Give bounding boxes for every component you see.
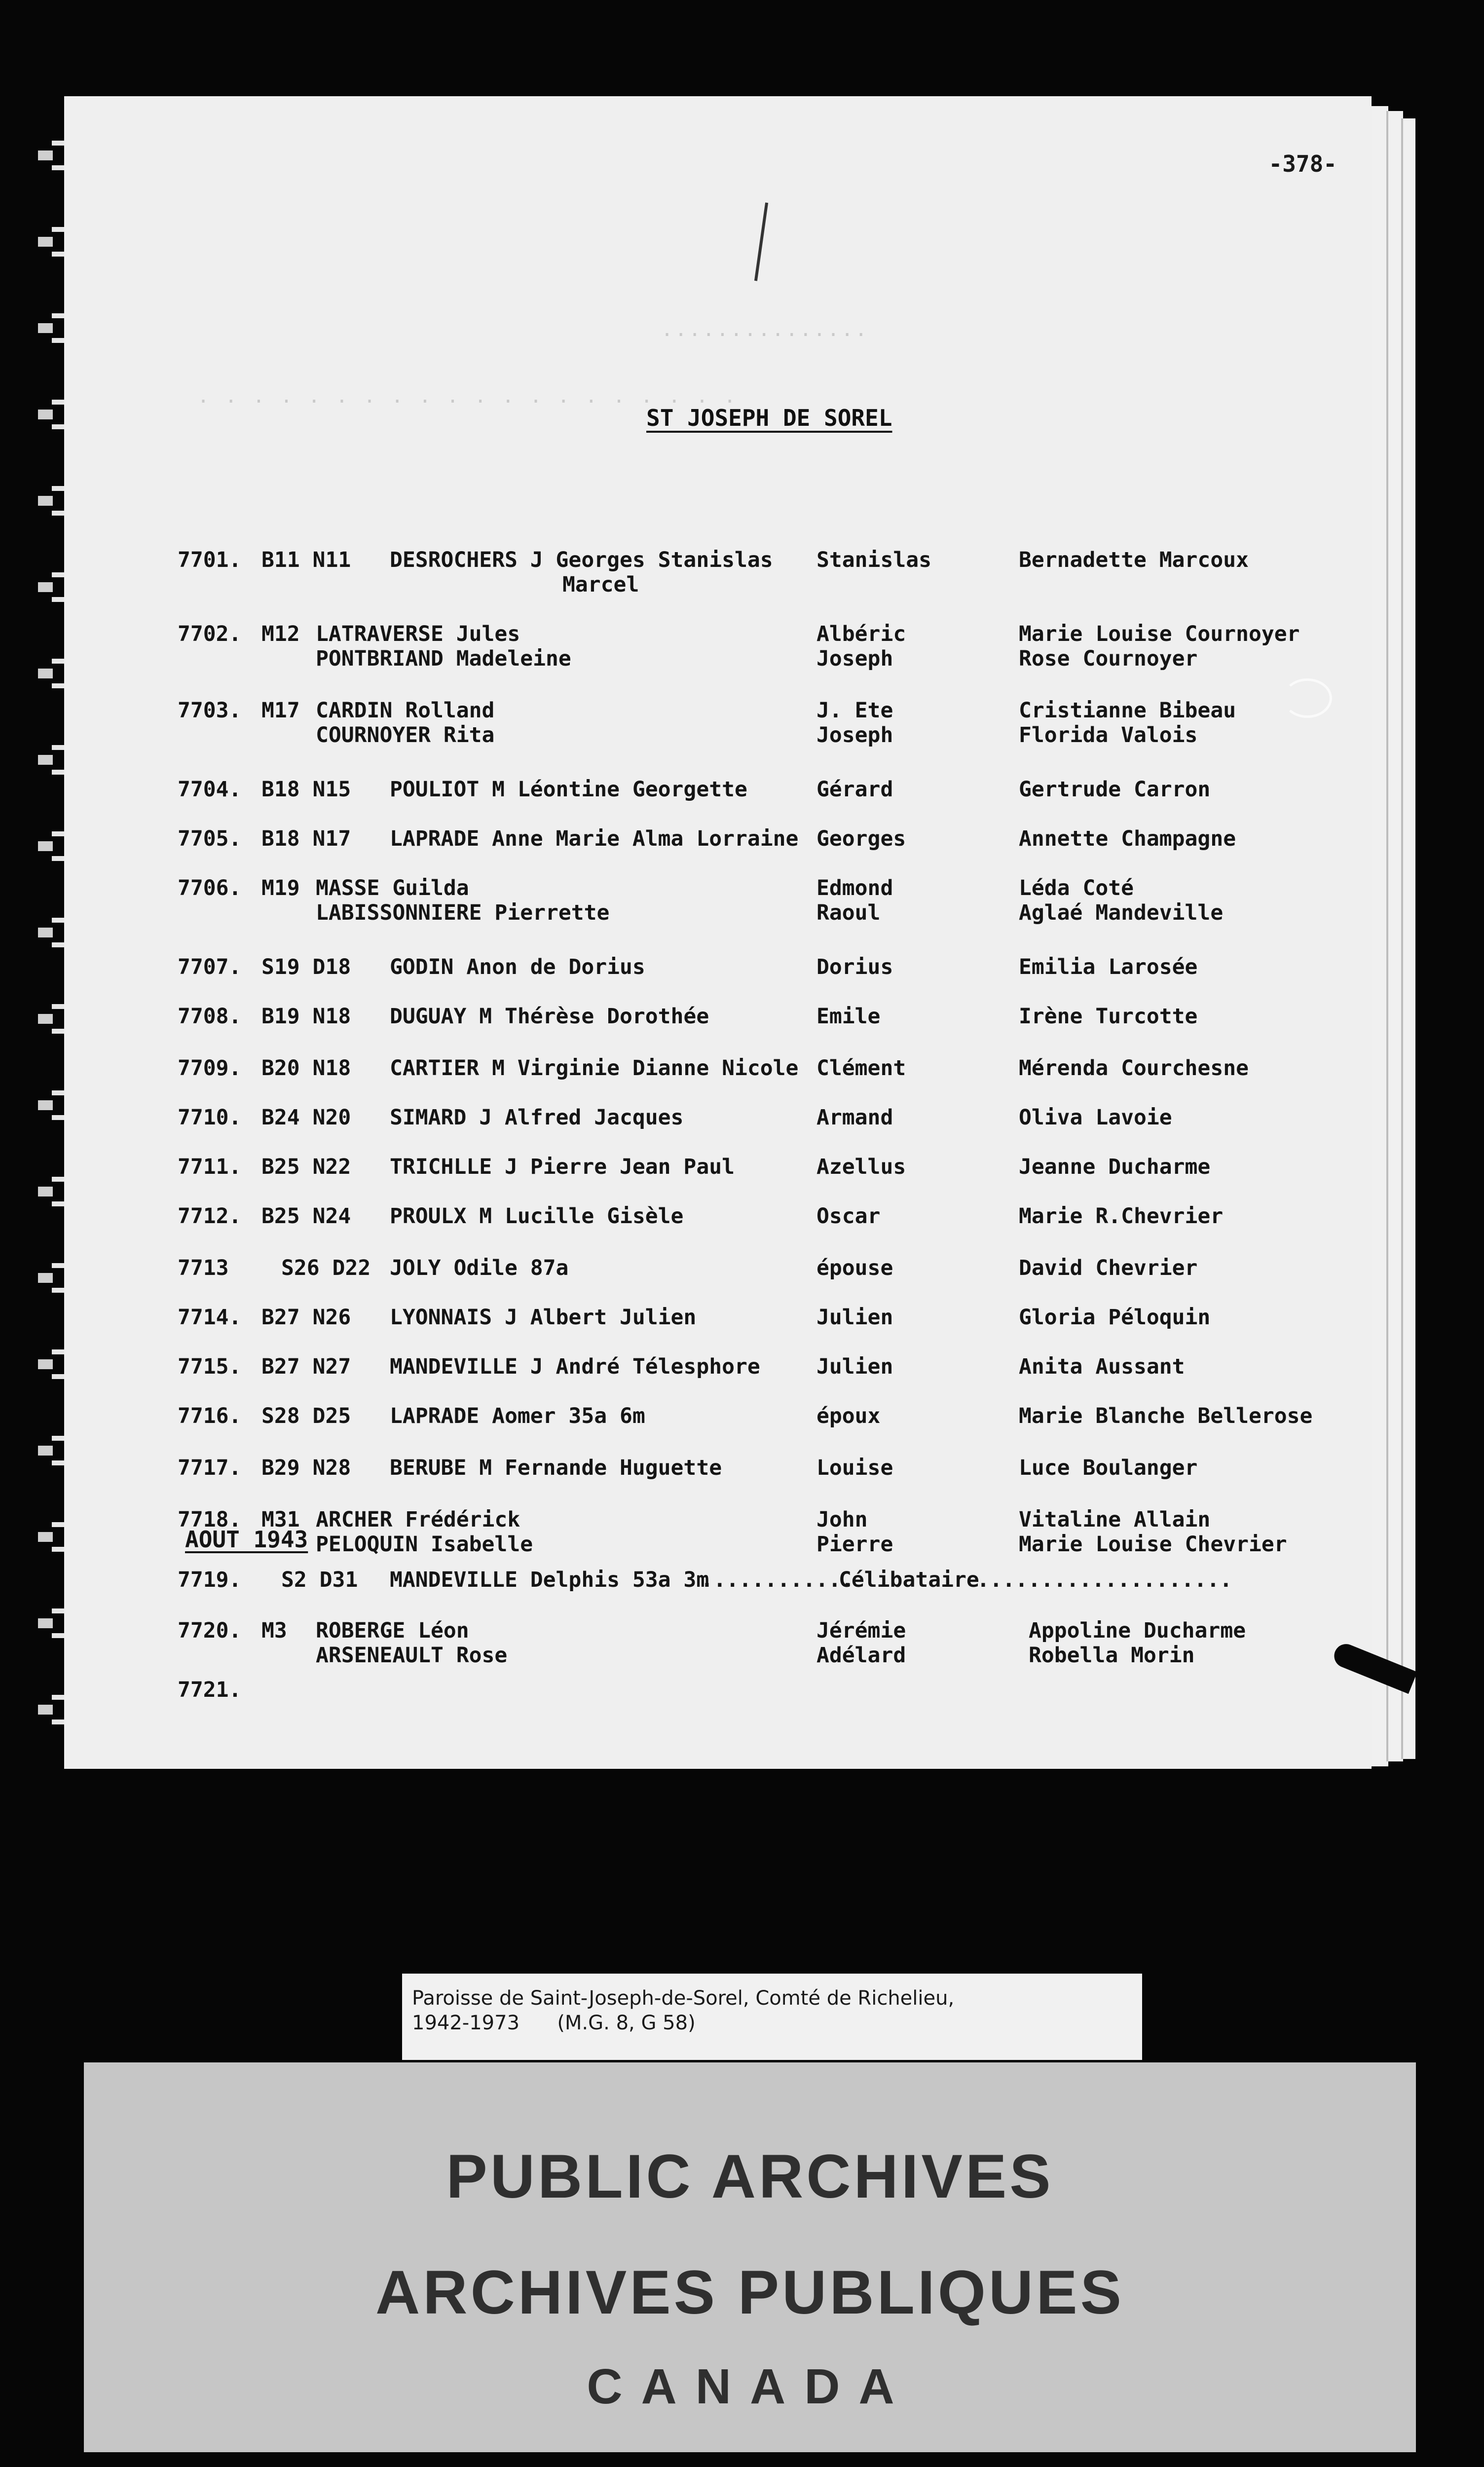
record-number: 7714. bbox=[178, 1305, 242, 1330]
record-number: 7720. bbox=[178, 1618, 242, 1643]
father-name-line2: Raoul bbox=[816, 900, 881, 925]
father-name: Julien bbox=[816, 1354, 893, 1379]
record-number: 7701. bbox=[178, 548, 242, 572]
record-code: B24 N20 bbox=[261, 1105, 351, 1130]
mother-name: Emilia Larosée bbox=[1019, 955, 1198, 979]
bleed-through-text: ............... bbox=[661, 318, 869, 341]
record-number: 7702. bbox=[178, 622, 242, 646]
dot-leader: .................... bbox=[977, 1568, 1232, 1592]
mother-name: Cristianne Bibeau bbox=[1019, 698, 1236, 723]
mother-name: Appoline Ducharme bbox=[1029, 1618, 1246, 1643]
citation-line: 1942-1973 (M.G. 8, G 58) bbox=[412, 2012, 696, 2034]
mother-name: Vitaline Allain bbox=[1019, 1507, 1211, 1532]
mother-name: Irène Turcotte bbox=[1019, 1004, 1198, 1029]
father-name: Emile bbox=[816, 1004, 881, 1029]
mother-name: Mérenda Courchesne bbox=[1019, 1056, 1249, 1081]
record-code: B27 N27 bbox=[261, 1354, 351, 1379]
record-number: 7704. bbox=[178, 777, 242, 802]
mother-name: Marie R.Chevrier bbox=[1019, 1204, 1224, 1229]
mother-name-line2: Robella Morin bbox=[1029, 1643, 1195, 1668]
record-number: 7715. bbox=[178, 1354, 242, 1379]
record-name: LYONNAIS J Albert Julien bbox=[390, 1305, 697, 1330]
mother-name-line2: Rose Cournoyer bbox=[1019, 646, 1198, 671]
record-name: MASSE Guilda bbox=[316, 876, 469, 900]
record-name: CARTIER M Virginie Dianne Nicole bbox=[390, 1056, 799, 1081]
record-name: JOLY Odile 87a bbox=[390, 1256, 569, 1280]
record-code: S26 D22 bbox=[281, 1256, 371, 1280]
father-name: Azellus bbox=[816, 1155, 906, 1179]
record-number: 7703. bbox=[178, 698, 242, 723]
month-heading: AOUT 1943 bbox=[185, 1526, 308, 1553]
record-name: MANDEVILLE Delphis 53a 3m bbox=[390, 1568, 709, 1592]
record-name: PROULX M Lucille Gisèle bbox=[390, 1204, 684, 1229]
record-code: B29 N28 bbox=[261, 1456, 351, 1480]
mother-name-line2: Aglaé Mandeville bbox=[1019, 900, 1224, 925]
record-name-line2: LABISSONNIERE Pierrette bbox=[316, 900, 610, 925]
mother-name-line2: Florida Valois bbox=[1019, 723, 1198, 748]
record-code: M17 bbox=[261, 698, 300, 723]
father-name: Oscar bbox=[816, 1204, 881, 1229]
record-code: B25 N24 bbox=[261, 1204, 351, 1229]
father-name: Albéric bbox=[816, 622, 906, 646]
plate-line-country: CANADA bbox=[587, 2359, 913, 2414]
mother-name: David Chevrier bbox=[1019, 1256, 1198, 1280]
mother-name: Bernadette Marcoux bbox=[1019, 548, 1249, 572]
plate-line-english: PUBLIC ARCHIVES bbox=[446, 2142, 1054, 2211]
record-name-line2: ARSENEAULT Rose bbox=[316, 1643, 508, 1668]
record-name: LATRAVERSE Jules bbox=[316, 622, 520, 646]
record-code: M12 bbox=[261, 622, 300, 646]
father-name: Julien bbox=[816, 1305, 893, 1330]
bleed-through-text: . . . . . . . . . . . . . . . . . . . . bbox=[197, 385, 738, 408]
record-name: GODIN Anon de Dorius bbox=[390, 955, 645, 979]
page-number: -378- bbox=[1268, 150, 1337, 177]
record-name: CARDIN Rolland bbox=[316, 698, 495, 723]
pen-mark bbox=[754, 202, 768, 281]
record-name-line2: COURNOYER Rita bbox=[316, 723, 495, 748]
record-number: 7712. bbox=[178, 1204, 242, 1229]
record-code: B11 N11 bbox=[261, 548, 351, 572]
father-name-line2: Adélard bbox=[816, 1643, 906, 1668]
record-name: DESROCHERS J Georges Stanislas bbox=[390, 548, 773, 572]
record-code: B20 N18 bbox=[261, 1056, 351, 1081]
father-name-line2: Pierre bbox=[816, 1532, 893, 1557]
page-stack-edge bbox=[1401, 118, 1415, 1759]
mother-name: Marie Louise Cournoyer bbox=[1019, 622, 1300, 646]
record-name: MANDEVILLE J André Télesphore bbox=[390, 1354, 760, 1379]
father-name: John bbox=[816, 1507, 868, 1532]
record-name-line2: PONTBRIAND Madeleine bbox=[316, 646, 571, 671]
record-name: LAPRADE Anne Marie Alma Lorraine bbox=[390, 826, 799, 851]
record-code: M31 bbox=[261, 1507, 300, 1532]
citation-line: Paroisse de Saint-Joseph-de-Sorel, Comté de Richelieu, bbox=[412, 1987, 955, 2010]
father-name: Jérémie bbox=[816, 1618, 906, 1643]
record-name: BERUBE M Fernande Huguette bbox=[390, 1456, 722, 1480]
father-name-line2: Joseph bbox=[816, 723, 893, 748]
mother-name: Anita Aussant bbox=[1019, 1354, 1185, 1379]
record-name-line2: PELOQUIN Isabelle bbox=[316, 1532, 533, 1557]
father-name: J. Ete bbox=[816, 698, 893, 723]
ink-flourish bbox=[1283, 678, 1332, 718]
mother-name: Annette Champagne bbox=[1019, 826, 1236, 851]
mother-name: Marie Blanche Bellerose bbox=[1019, 1404, 1313, 1428]
record-number: 7705. bbox=[178, 826, 242, 851]
record-number: 7710. bbox=[178, 1105, 242, 1130]
record-code: B18 N15 bbox=[261, 777, 351, 802]
record-code: B25 N22 bbox=[261, 1155, 351, 1179]
father-name: Dorius bbox=[816, 955, 893, 979]
record-number: 7708. bbox=[178, 1004, 242, 1029]
record-number: 7706. bbox=[178, 876, 242, 900]
father-name: époux bbox=[816, 1404, 881, 1428]
archive-citation-label bbox=[402, 1974, 1142, 2060]
record-code: M19 bbox=[261, 876, 300, 900]
archive-plate bbox=[84, 2062, 1416, 2452]
record-number: 7707. bbox=[178, 955, 242, 979]
mother-name: Luce Boulanger bbox=[1019, 1456, 1198, 1480]
mother-name: Oliva Lavoie bbox=[1019, 1105, 1172, 1130]
father-name: Georges bbox=[816, 826, 906, 851]
record-number: 7709. bbox=[178, 1056, 242, 1081]
record-name: ROBERGE Léon bbox=[316, 1618, 469, 1643]
page-stack-edge bbox=[1386, 111, 1403, 1761]
record-code: M3 bbox=[261, 1618, 287, 1643]
record-number: 7711. bbox=[178, 1155, 242, 1179]
record-code: B18 N17 bbox=[261, 826, 351, 851]
father-name: Clément bbox=[816, 1056, 906, 1081]
mother-name: Léda Coté bbox=[1019, 876, 1134, 900]
record-number: 7713 bbox=[178, 1256, 229, 1280]
mother-name: Jeanne Ducharme bbox=[1019, 1155, 1211, 1179]
dot-leader: ............ bbox=[701, 1568, 854, 1592]
record-number: 7717. bbox=[178, 1456, 242, 1480]
father-name-line2: Joseph bbox=[816, 646, 893, 671]
record-name: DUGUAY M Thérèse Dorothée bbox=[390, 1004, 709, 1029]
father-name: Edmond bbox=[816, 876, 893, 900]
record-name: POULIOT M Léontine Georgette bbox=[390, 777, 747, 802]
record-name: LAPRADE Aomer 35a 6m bbox=[390, 1404, 645, 1428]
record-code: B27 N26 bbox=[261, 1305, 351, 1330]
father-name: épouse bbox=[816, 1256, 893, 1280]
record-code: S28 D25 bbox=[261, 1404, 351, 1428]
record-code: S19 D18 bbox=[261, 955, 351, 979]
mother-name: Gloria Péloquin bbox=[1019, 1305, 1211, 1330]
marital-status: Célibataire bbox=[839, 1568, 979, 1592]
record-name: TRICHLLE J Pierre Jean Paul bbox=[390, 1155, 735, 1179]
father-name: Armand bbox=[816, 1105, 893, 1130]
father-name: Gérard bbox=[816, 777, 893, 802]
plate-line-french: ARCHIVES PUBLIQUES bbox=[375, 2258, 1124, 2327]
record-number: 7721. bbox=[178, 1678, 242, 1702]
record-name: ARCHER Frédérick bbox=[316, 1507, 520, 1532]
father-name: Louise bbox=[816, 1456, 893, 1480]
mother-name: Gertrude Carron bbox=[1019, 777, 1211, 802]
record-number: 7719. bbox=[178, 1568, 242, 1592]
record-name: SIMARD J Alfred Jacques bbox=[390, 1105, 684, 1130]
record-code: B19 N18 bbox=[261, 1004, 351, 1029]
record-number: 7716. bbox=[178, 1404, 242, 1428]
record-number: 7718. bbox=[178, 1507, 242, 1532]
record-code: S2 D31 bbox=[281, 1568, 358, 1592]
record-name-line2: Marcel bbox=[562, 572, 639, 597]
mother-name-line2: Marie Louise Chevrier bbox=[1019, 1532, 1287, 1557]
register-page bbox=[64, 96, 1372, 1769]
father-name: Stanislas bbox=[816, 548, 931, 572]
page-title: ST JOSEPH DE SOREL bbox=[646, 405, 892, 431]
